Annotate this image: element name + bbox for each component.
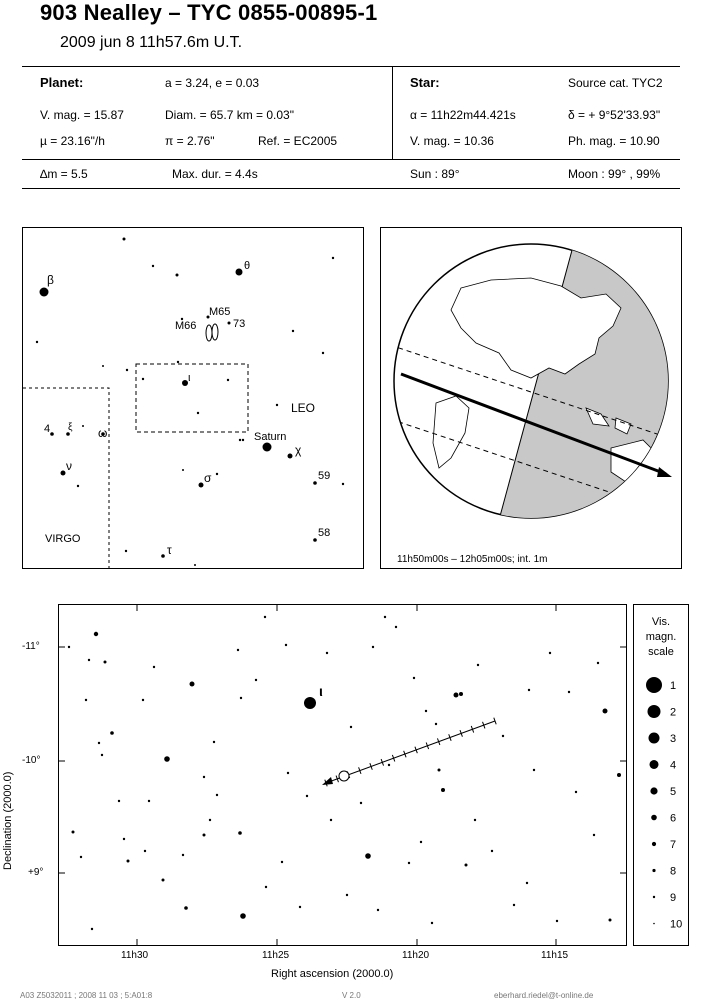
x-axis-label: Right ascension (2000.0) — [271, 968, 394, 980]
scale-level-label: 9 — [670, 892, 677, 904]
table-top-rule — [22, 66, 680, 67]
footer-left: A03 Z5032011 ; 2008 11 03 ; 5:A01:8 — [20, 991, 153, 1000]
label-m66: M66 — [175, 320, 197, 332]
field-star — [238, 831, 242, 835]
earth-globe-panel — [380, 227, 682, 569]
scale-level-label: 2 — [670, 706, 677, 719]
field-star — [213, 741, 215, 743]
scale-dot — [646, 677, 662, 693]
x-tick-label: 11h15 — [541, 950, 569, 961]
field-star — [377, 909, 379, 911]
field-star — [127, 860, 130, 863]
finder-star — [216, 473, 218, 475]
label-leo: LEO — [291, 401, 316, 415]
globe-time-caption: 11h50m00s – 12h05m00s; int. 1m — [397, 554, 548, 565]
label-4: 4 — [44, 423, 51, 435]
field-star — [255, 679, 257, 681]
sun-elongation: Sun : 89° — [410, 167, 460, 181]
scale-level-label: 10 — [670, 918, 683, 931]
field-star — [568, 691, 570, 693]
scale-level-label: 8 — [670, 865, 677, 878]
finder-star — [125, 550, 127, 552]
field-star — [491, 850, 493, 852]
field-star — [123, 838, 125, 840]
finder-star — [227, 379, 229, 381]
scale-level-label: 1 — [670, 680, 677, 692]
star-58 — [313, 538, 317, 542]
field-star — [190, 682, 195, 687]
label-theta: θ — [244, 260, 251, 272]
field-star — [203, 776, 205, 778]
label-saturn: Saturn — [254, 431, 287, 443]
finder-chart — [22, 227, 364, 569]
field-star — [395, 626, 397, 628]
asteroid-path — [326, 721, 495, 783]
field-star — [264, 616, 266, 618]
y-tick-label: -10° — [22, 755, 41, 766]
label-iota: ι — [188, 372, 191, 384]
field-star — [459, 692, 463, 696]
finder-star — [194, 564, 196, 566]
field-star — [609, 919, 612, 922]
field-star — [425, 710, 427, 712]
page-title: 903 Nealley – TYC 0855-00895-1 — [40, 0, 378, 25]
detail-star-chart — [58, 604, 627, 946]
finder-star — [177, 361, 179, 363]
scale-dot — [650, 760, 659, 769]
label-59: 59 — [318, 470, 331, 482]
field-star — [435, 723, 437, 725]
x-tick-label: 11h25 — [262, 950, 290, 961]
scale-title-line: scale — [648, 646, 674, 658]
label-sigma: σ — [204, 471, 212, 485]
galaxy-m65-symbol — [212, 324, 218, 340]
finder-star — [242, 439, 244, 441]
table-mid-rule — [22, 159, 680, 160]
field-star — [153, 666, 155, 668]
star-73 — [228, 322, 231, 325]
finder-star — [197, 412, 199, 414]
field-star — [68, 646, 70, 648]
finder-star — [152, 265, 154, 267]
field-star — [431, 922, 433, 924]
scale-level-label: 5 — [670, 786, 677, 798]
field-star — [603, 709, 608, 714]
finder-star — [322, 352, 324, 354]
magnitude-scale — [633, 604, 689, 946]
label-beta: β — [47, 273, 54, 287]
scale-dot — [652, 869, 655, 872]
field-star — [420, 841, 422, 843]
field-star — [617, 773, 621, 777]
scale-dot — [652, 842, 656, 846]
scale-title-line: magn. — [645, 631, 677, 643]
detail-chart-svg — [59, 605, 626, 945]
field-star — [80, 856, 82, 858]
label-virgo: VIRGO — [45, 533, 81, 545]
field-star — [216, 794, 218, 796]
finder-star — [342, 483, 344, 485]
planet-heading: Planet: — [40, 75, 84, 90]
scale-svg — [634, 605, 688, 945]
planet-orbit: a = 3.24, e = 0.03 — [165, 76, 260, 90]
field-star — [281, 861, 283, 863]
field-star — [350, 726, 352, 728]
field-star — [110, 731, 114, 735]
label-iota-leonis: ι — [319, 683, 323, 699]
footer-contact: eberhard.riedel@t-online.de — [494, 991, 594, 1000]
field-star — [240, 913, 246, 919]
label-chi: χ — [295, 443, 302, 457]
field-star — [408, 862, 410, 864]
field-star — [148, 800, 150, 802]
field-star — [465, 864, 468, 867]
star-beta — [40, 288, 49, 297]
star-sigma — [199, 483, 204, 488]
field-star — [306, 795, 308, 797]
max-duration: Max. dur. = 4.4s — [172, 167, 258, 181]
field-star — [98, 742, 100, 744]
field-star — [209, 819, 211, 821]
field-star — [454, 693, 459, 698]
field-star — [597, 662, 599, 664]
finder-star — [182, 469, 184, 471]
galaxy-m66-symbol — [206, 325, 212, 341]
delta-magnitude: ∆m = 5.5 — [40, 167, 88, 181]
label-omega: ω — [98, 426, 108, 440]
footer-version: V 2.0 — [342, 991, 361, 1000]
y-axis-label: Declination (2000.0) — [2, 771, 14, 870]
star-declination: δ = + 9°52'33.93" — [568, 108, 661, 122]
star-4 — [50, 432, 54, 436]
field-star — [413, 677, 415, 679]
star-iota-leonis — [304, 697, 316, 709]
star-heading: Star: — [410, 75, 440, 90]
label-tau: τ — [167, 543, 172, 557]
star-right-ascension: α = 11h22m44.421s — [410, 108, 516, 122]
field-star — [513, 904, 515, 906]
planet-motion: µ = 23.16"/h — [40, 134, 105, 148]
field-star — [365, 853, 371, 859]
star-tau — [161, 554, 165, 558]
field-star — [533, 769, 535, 771]
field-star — [388, 764, 390, 766]
occultation-target-star — [339, 771, 349, 781]
finder-star — [239, 439, 241, 441]
scale-dot — [653, 896, 655, 898]
scale-level-label: 4 — [670, 759, 677, 772]
table-bottom-rule — [22, 188, 680, 189]
field-star — [94, 632, 98, 636]
field-star — [287, 772, 289, 774]
planet-reference: Ref. = EC2005 — [258, 134, 338, 148]
shadow-direction-arrow — [657, 467, 672, 477]
star-vmag: V. mag. = 10.36 — [410, 134, 494, 148]
planet-vmag: V. mag. = 15.87 — [40, 108, 124, 122]
field-star — [299, 906, 301, 908]
scale-title-line: Vis. — [651, 616, 671, 628]
field-star — [346, 894, 348, 896]
scale-level-label: 6 — [670, 812, 677, 825]
star-theta — [236, 269, 243, 276]
field-star — [285, 644, 287, 646]
field-star — [85, 699, 87, 701]
label-xi: ξ — [68, 422, 73, 433]
path-arrowhead — [322, 777, 333, 785]
finder-star — [176, 274, 179, 277]
finder-chart-svg — [23, 228, 363, 568]
field-rectangle — [136, 364, 248, 432]
field-star — [182, 854, 184, 856]
scale-dot — [650, 787, 657, 794]
scale-entries — [646, 677, 682, 931]
field-star — [164, 756, 170, 762]
label-nu: ν — [66, 459, 72, 473]
star-nu — [61, 471, 66, 476]
field-star — [162, 879, 165, 882]
field-star — [72, 831, 75, 834]
scale-dot — [651, 815, 657, 821]
field-star — [240, 697, 242, 699]
finder-star — [332, 257, 334, 259]
field-star — [549, 652, 551, 654]
field-star — [142, 699, 144, 701]
field-star — [526, 882, 528, 884]
star-source-catalog: Source cat. TYC2 — [568, 76, 663, 90]
field-star — [556, 920, 558, 922]
y-tick-label: -11° — [22, 641, 40, 652]
field-star — [384, 616, 386, 618]
finder-star — [142, 378, 144, 380]
scale-dot — [648, 705, 661, 718]
finder-star — [102, 365, 104, 367]
star-phmag: Ph. mag. = 10.90 — [568, 134, 660, 148]
scale-level-label: 3 — [670, 733, 677, 745]
finder-star — [276, 404, 278, 406]
moon-elongation: Moon : 99° , 99% — [568, 167, 661, 181]
label-73: 73 — [233, 318, 246, 330]
field-star — [88, 659, 90, 661]
field-star — [474, 819, 476, 821]
x-tick-label: 11h30 — [121, 950, 149, 961]
finder-star — [292, 330, 294, 332]
field-star — [104, 661, 107, 664]
field-star — [265, 886, 267, 888]
field-star — [330, 819, 332, 821]
planet-diameter: Diam. = 65.7 km = 0.03" — [165, 108, 294, 122]
field-star — [326, 652, 328, 654]
star-59 — [313, 481, 317, 485]
field-star — [502, 735, 504, 737]
planet-parallax: π = 2.76" — [165, 134, 215, 148]
field-star — [101, 754, 103, 756]
finder-star — [77, 485, 79, 487]
field-star — [477, 664, 479, 666]
x-tick-label: 11h20 — [402, 950, 430, 961]
field-star — [372, 646, 374, 648]
field-star — [575, 791, 577, 793]
label-58: 58 — [318, 527, 331, 539]
field-star — [528, 689, 530, 691]
label-m65: M65 — [209, 306, 231, 318]
field-star — [438, 769, 441, 772]
finder-star — [123, 238, 126, 241]
star-chi — [288, 454, 293, 459]
scale-dot — [649, 733, 660, 744]
field-star — [203, 834, 206, 837]
scale-level-label: 7 — [670, 839, 677, 851]
field-star — [237, 649, 239, 651]
field-star — [441, 788, 445, 792]
field-star — [118, 800, 120, 802]
field-star — [91, 928, 93, 930]
table-divider — [392, 67, 393, 159]
saturn-symbol — [263, 443, 272, 452]
y-tick-label: +9° — [28, 867, 44, 878]
field-star — [593, 834, 595, 836]
event-datetime: 2009 jun 8 11h57.6m U.T. — [60, 34, 243, 51]
scale-dot — [653, 923, 655, 925]
field-star — [184, 906, 188, 910]
field-star — [144, 850, 146, 852]
finder-star — [82, 425, 84, 427]
finder-star — [36, 341, 38, 343]
finder-star — [126, 369, 128, 371]
field-star — [360, 802, 362, 804]
globe-svg — [381, 228, 681, 568]
